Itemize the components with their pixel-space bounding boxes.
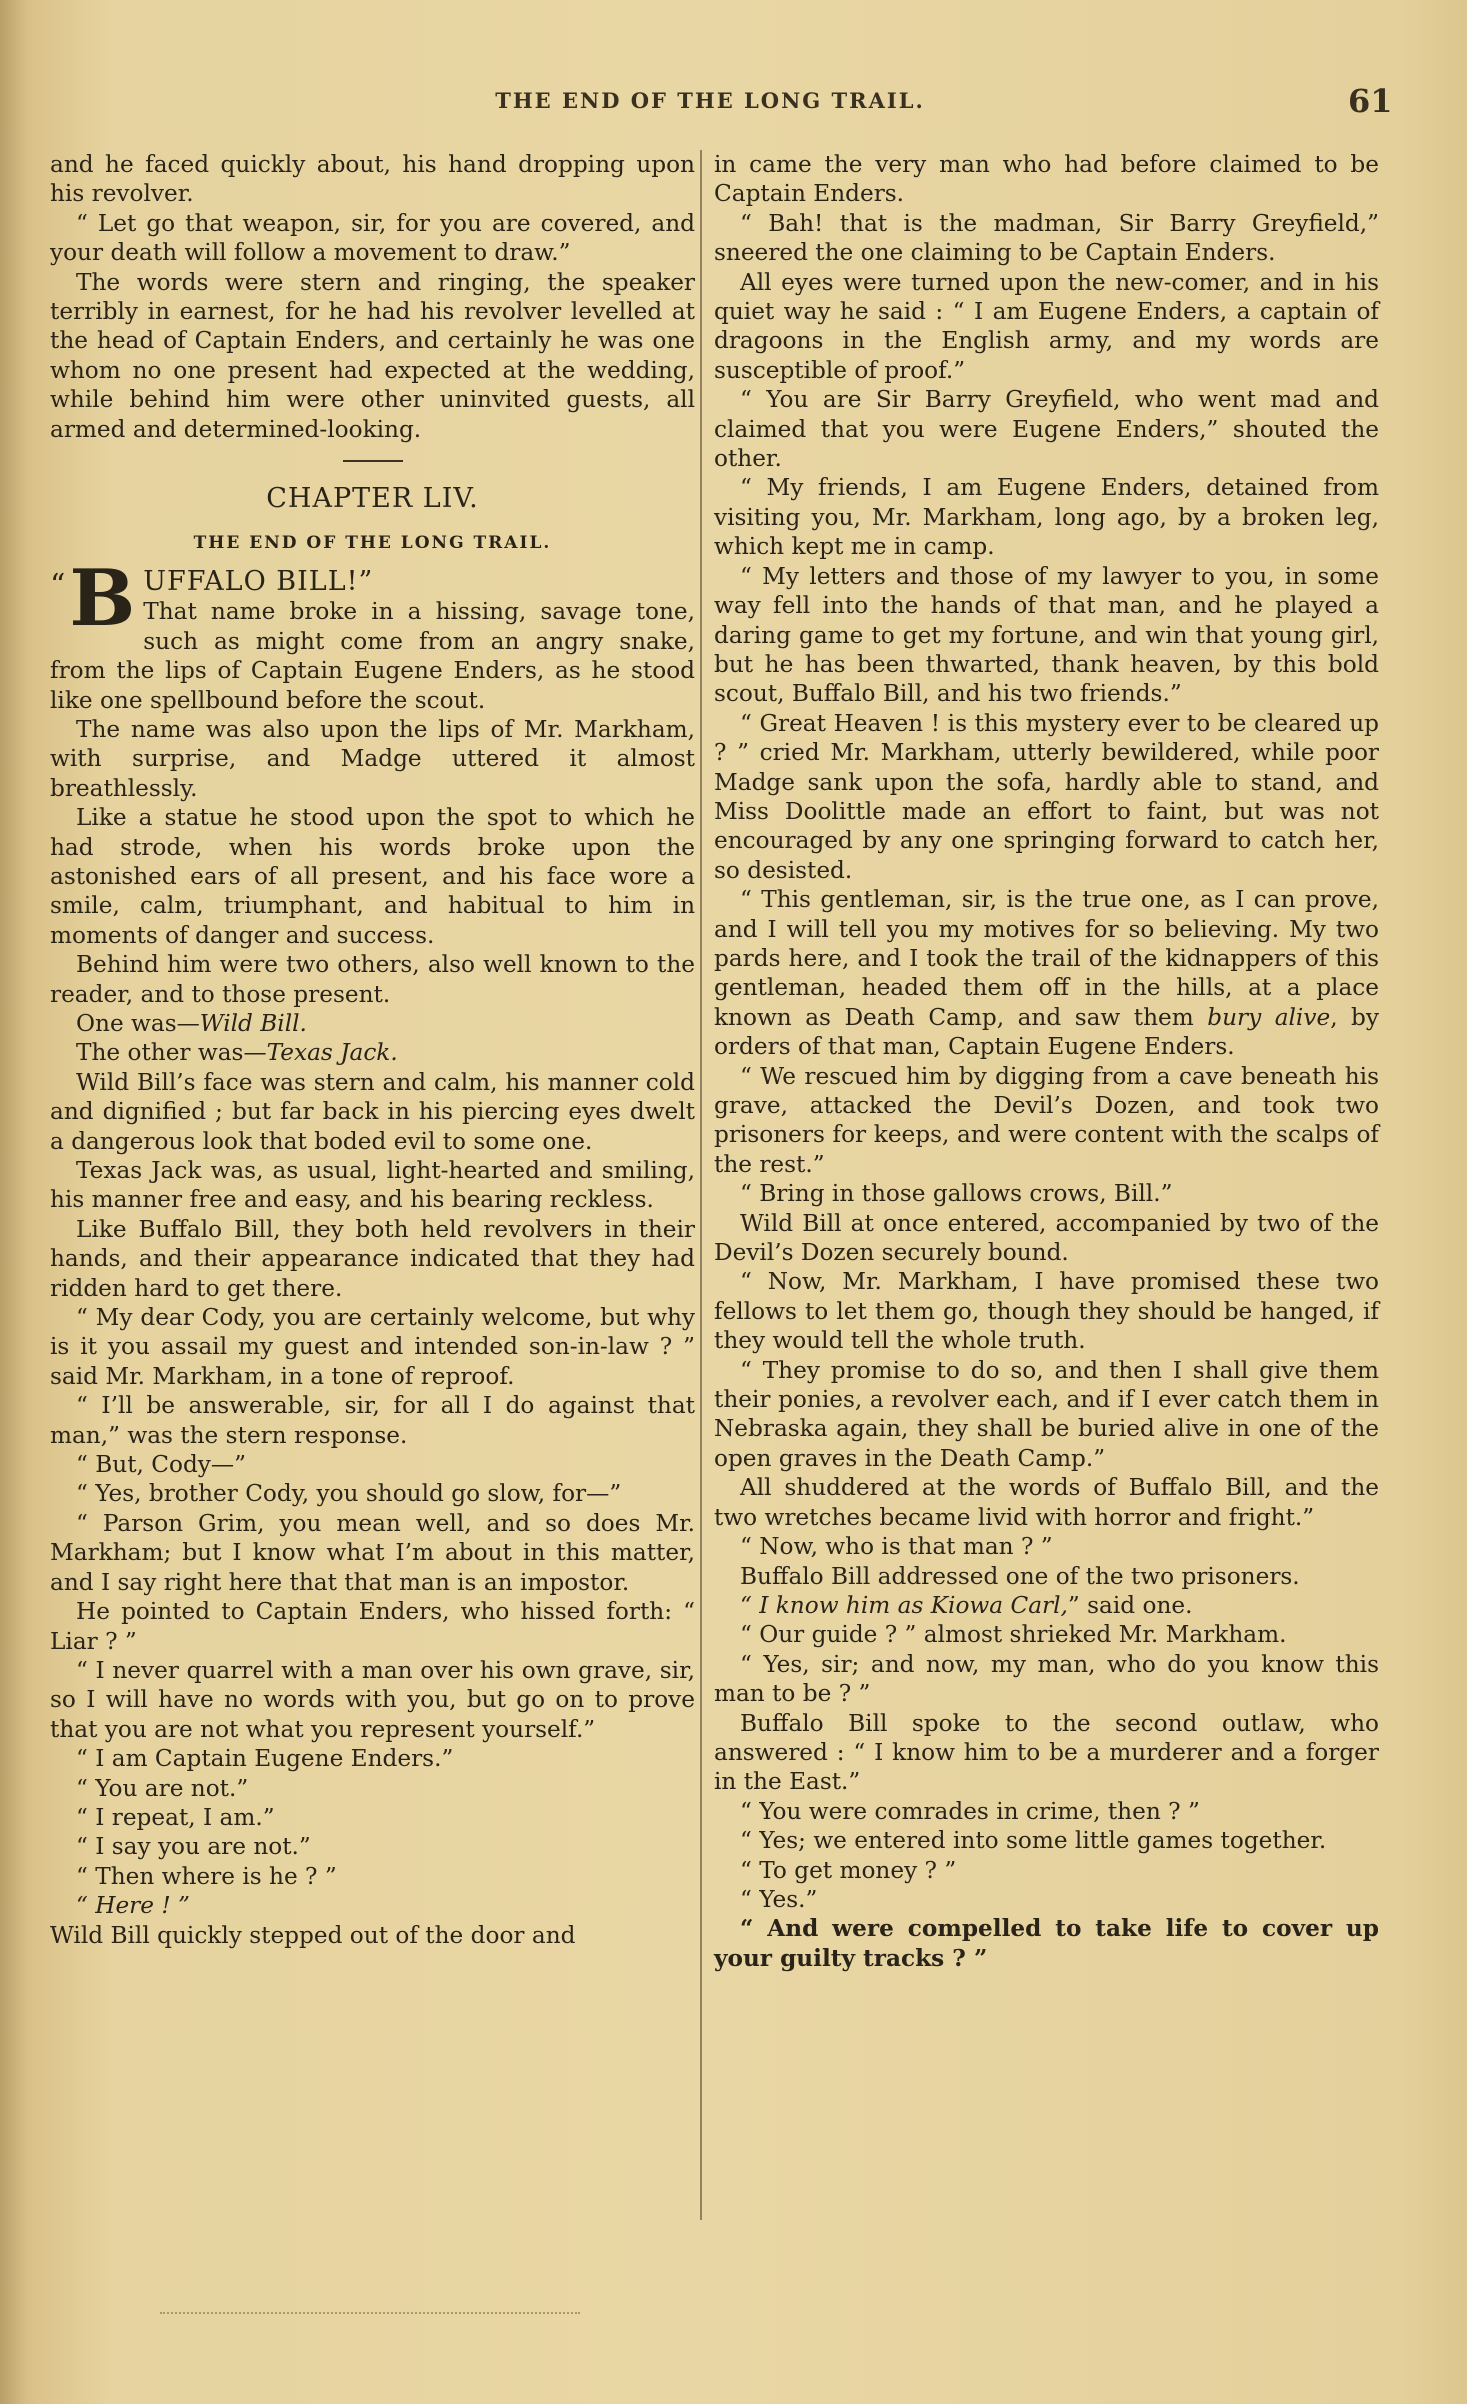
paragraph: “ Bah! that is the madman, Sir Barry Greyfield,” sneered the one claiming to be Captain Enders. [714,209,1379,267]
italic-exclamation: “ Here ! ” [76,1892,190,1920]
paragraph [50,1891,695,1920]
column-divider [700,150,702,2220]
paragraph: “ My friends, I am Eugene Enders, detained from visiting you, Mr. Markham, long ago, by a broken leg, which kept me in camp. [714,474,1379,561]
paragraph: “ Great Heaven ! is this mystery ever to be cleared up ? ” cried Mr. Markham, utterly bewildered, while poor Madge sank upon the sofa, hardly able to stand, and Miss Doolittle made an effort to faint, but was not encouraged by any one springing forward to catch her, so desisted. [714,709,1379,884]
paragraph-text: ” said one. [1067,1591,1193,1619]
paragraph: “ You are Sir Barry Greyfield, who went mad and claimed that you were Eugene Enders,” shouted the other. [714,386,1379,473]
paragraph: Buffalo Bill spoke to the second outlaw, who answered : “ I know him to be a murderer and a forger in the East.” [714,1709,1379,1796]
paragraph: All eyes were turned upon the new-comer, and in his quiet way he said : “ I am Eugene Enders, a captain of dragoons in the English army, and my words are susceptible of proof.” [714,268,1379,384]
paragraph: Like a statue he stood upon the spot to which he had strode, when his words broke upon the astonished ears of all present, and his face wore a smile, calm, triumphant, and habitual to him in moments of danger and success. [50,804,695,949]
page-number: 61 [1348,82,1393,120]
paragraph: Buffalo Bill addressed one of the two prisoners. [740,1562,1300,1590]
paragraph [50,1009,695,1038]
paragraph [50,1038,695,1067]
section-rule [343,460,403,462]
paragraph: in came the very man who had before claimed to be Captain Enders. [714,151,1379,208]
drop-cap: B [69,566,136,644]
paragraph: “ Let go that weapon, sir, for you are covered, and your death will follow a movement to draw.” [50,209,695,267]
paragraph: “ Bring in those gallows crows, Bill.” [740,1180,1173,1208]
paragraph: Wild Bill’s face was stern and calm, his manner cold and dignified ; but far back in his piercing eyes dwelt a dangerous look that boded evil to some one. [50,1068,695,1155]
italic-name: Texas Jack. [266,1039,398,1067]
chapter-subtitle: THE END OF THE LONG TRAIL. [193,533,552,554]
paragraph [714,885,1379,1061]
paragraph: Wild Bill at once entered, accompanied by two of the Devil’s Dozen securely bound. [714,1209,1379,1267]
paragraph: “ I’ll be answerable, sir, for all I do against that man,” was the stern response. [50,1392,695,1449]
paragraph: The name was also upon the lips of Mr. Markham, with surprise, and Madge uttered it almost breathlessly. [50,715,695,802]
paragraph-text: One was— [76,1009,200,1037]
paragraph: All shuddered at the words of Buffalo Bill, and the two wretches became livid with horror and fright.” [714,1474,1379,1531]
paragraph: “ But, Cody—” [76,1451,246,1479]
paragraph-text: “ This gentleman, sir, is the true one, as I can prove, and I will tell you my motives for so believing. My two pards here, and I took the trail of the kidnappers of this gentleman, headed them off in the hills, at a place known as Death Camp, and saw them [714,886,1379,1031]
paragraph: Behind him were two others, also well known to the reader, and to those present. [50,951,695,1008]
paragraph: “ I repeat, I am.” [76,1803,275,1831]
chapter-title: CHAPTER LIV. [266,483,479,515]
paragraph: “ Now, who is that man ? ” [740,1533,1053,1561]
paragraph: Like Buffalo Bill, they both held revolvers in their hands, and their appearance indicated that they had ridden hard to get there. [50,1215,695,1302]
paragraph: “ You were comrades in crime, then ? ” [740,1797,1200,1825]
paragraph: “ I say you are not.” [76,1833,311,1861]
paragraph: The words were stern and ringing, the speaker terribly in earnest, for he had his revolver levelled at the head of Captain Enders, and certainly he was one whom no one present had expected at the wedding, while behind him were other uninvited guests, all armed and determined-looking. [50,268,695,443]
printing-marks [160,2312,580,2318]
paragraph: Texas Jack was, as usual, light-hearted and smiling, his manner free and easy, and his bearing reckless. [50,1157,695,1214]
binding-gutter [0,0,26,2404]
paragraph: “ We rescued him by digging from a cave beneath his grave, attacked the Devil’s Dozen, and took two prisoners for keeps, and were content with the scalps of the rest.” [714,1062,1379,1178]
paragraph-text: , by orders of that man, Captain Eugene Enders. [714,1003,1380,1061]
paragraph: “ Yes, brother Cody, you should go slow, for—” [76,1480,622,1508]
running-head: THE END OF THE LONG TRAIL. [495,88,925,113]
chapter-opening [50,567,695,715]
paragraph: “ Yes.” [740,1885,818,1913]
left-column [50,150,695,1950]
paragraph: “ My dear Cody, you are certainly welcome, but why is it you assail my guest and intended son-in-law ? ” said Mr. Markham, in a tone of reproof. [50,1304,695,1390]
paragraph [714,1591,1379,1620]
paragraph: “ You are not.” [76,1774,249,1802]
italic-phrase: bury alive [1207,1003,1331,1031]
paragraph: “ They promise to do so, and then I shall give them their ponies, a revolver each, and if I ever catch them in Nebraska again, they shall be buried alive in one of the open graves in the Death Camp.” [714,1356,1379,1472]
right-column [714,150,1379,1973]
paragraph: “ And were compelled to take life to cover up your guilty tracks ? ” [714,1915,1379,1972]
paragraph: “ Then where is he ? ” [76,1862,337,1890]
paragraph: “ Yes, sir; and now, my man, who do you know this man to be ? ” [714,1650,1379,1708]
opening-quote: “ [50,567,66,603]
paragraph: “ Parson Grim, you mean well, and so does Mr. Markham; but I know what I’m about in this matter, and I say right here that that man is an impostor. [50,1509,695,1596]
paragraph: That name broke in a hissing, savage tone, such as might come from an angry snake, from the lips of Captain Eugene Enders, as he stood like one spellbound before the scout. [50,598,695,714]
italic-name: Wild Bill. [199,1009,307,1037]
paragraph: “ Our guide ? ” almost shrieked Mr. Markham. [740,1621,1287,1649]
paragraph: “ I never quarrel with a man over his own grave, sir, so I will have no words with you, but go on to prove that you are not what you represent yourself.” [50,1656,695,1743]
paragraph: “ Yes; we entered into some little games together. [740,1827,1327,1855]
paragraph: Wild Bill quickly stepped out of the door and [50,1921,576,1949]
paragraph: “ My letters and those of my lawyer to you, in some way fell into the hands of that man, and he played a daring game to get my fortune, and win that young girl, but he has been thwarted, thank heaven, by this bold scout, Buffalo Bill, and his two friends.” [714,562,1379,708]
paragraph: “ I am Captain Eugene Enders.” [76,1745,454,1773]
paragraph-text: The other was— [76,1039,267,1067]
paragraph: He pointed to Captain Enders, who hissed forth: “ Liar ? ” [50,1598,695,1655]
paragraph: and he faced quickly about, his hand dropping upon his revolver. [50,151,695,208]
paragraph: “ To get money ? ” [740,1856,957,1884]
italic-phrase: “ I know him as Kiowa Carl, [740,1591,1068,1619]
paragraph: “ Now, Mr. Markham, I have promised these two fellows to let them go, though they should be hanged, if they would tell the whole truth. [714,1268,1379,1355]
opening-words: UFFALO BILL!” [143,566,374,597]
